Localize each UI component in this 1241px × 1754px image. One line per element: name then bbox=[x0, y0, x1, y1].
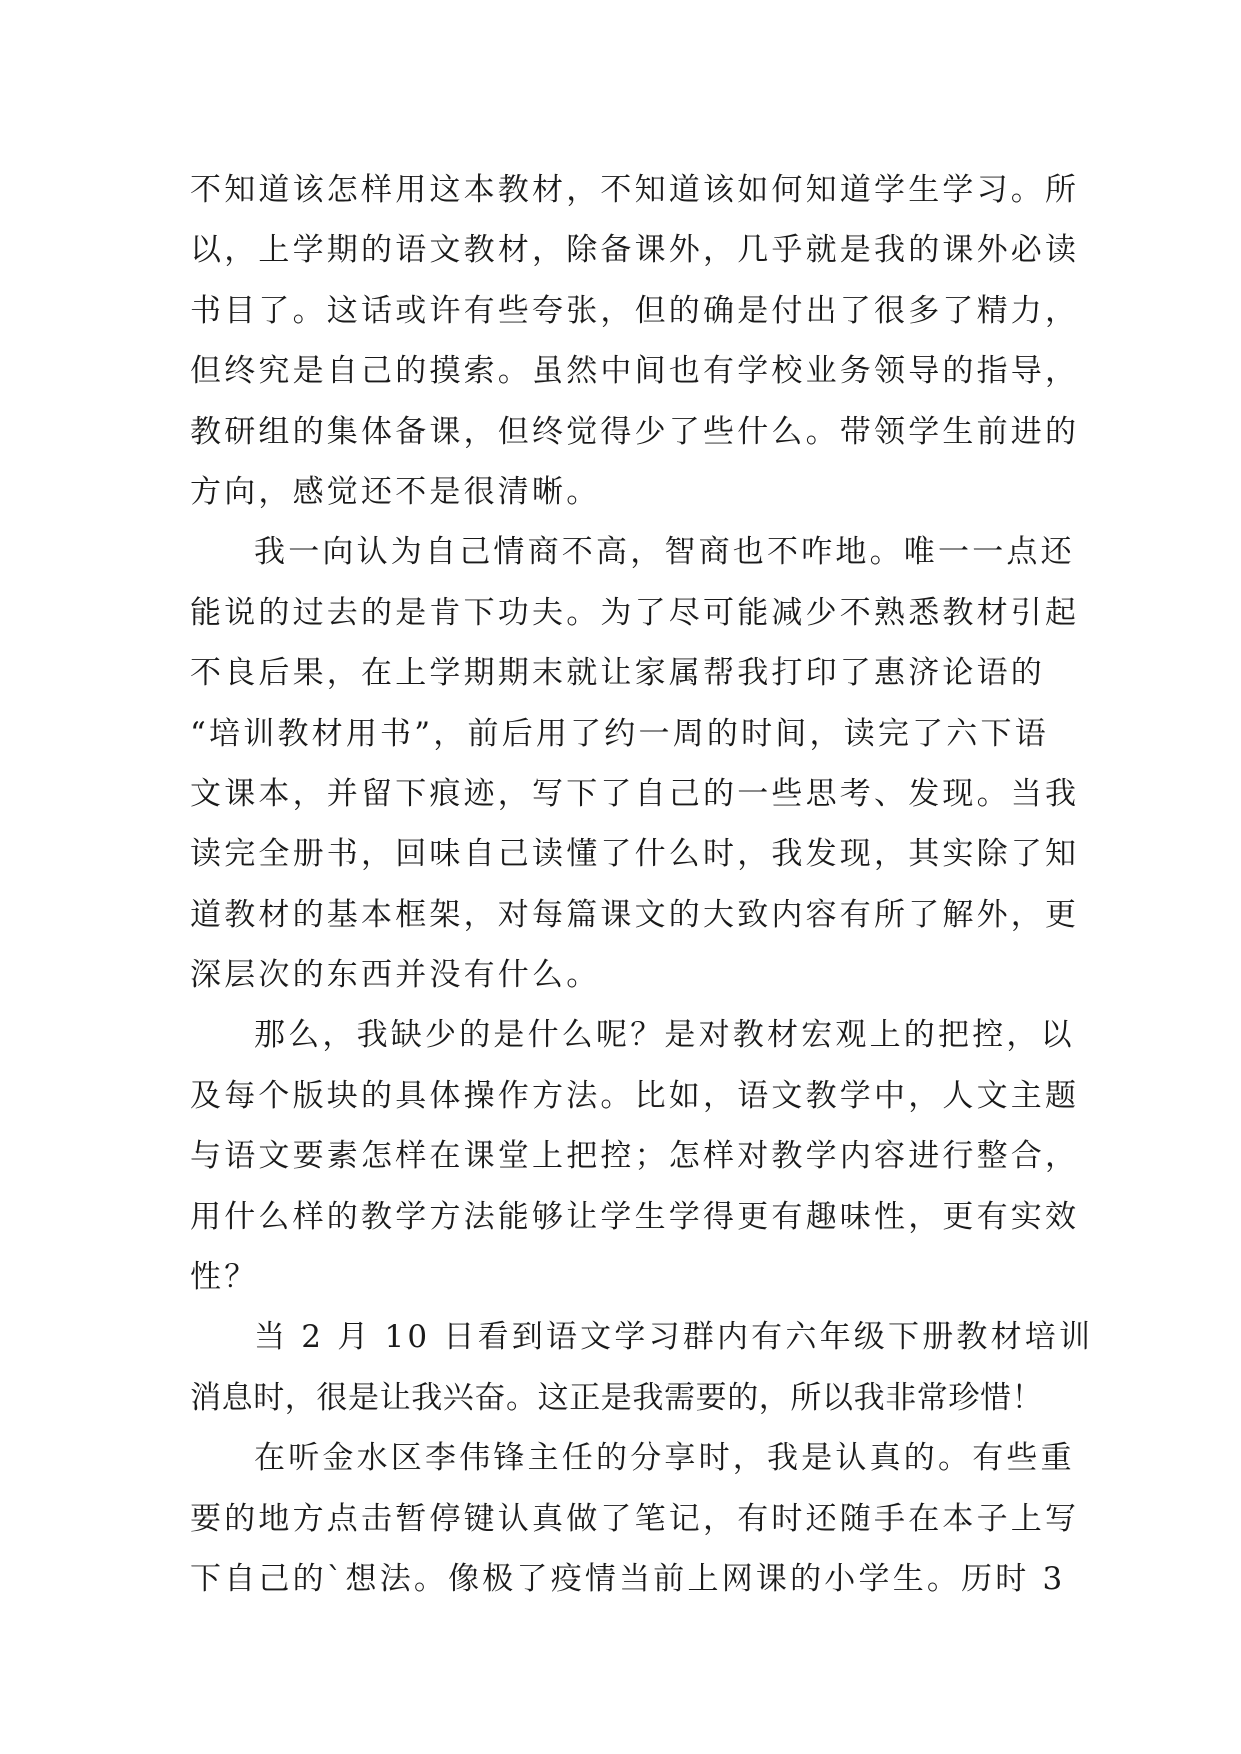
text-line: 不良后果，在上学期期末就让家属帮我打印了惠济论语的 bbox=[190, 655, 1045, 692]
text-line: 与语文要素怎样在课堂上把控；怎样对教学内容进行整合， bbox=[190, 1138, 1080, 1175]
text-line: 读完全册书，回味自己读懂了什么时，我发现，其实除了知 bbox=[190, 836, 1080, 873]
text-line: 用什么样的教学方法能够让学生学得更有趣味性，更有实效 bbox=[190, 1198, 1080, 1235]
text-line: 那么，我缺少的是什么呢？是对教材宏观上的把控，以 bbox=[254, 1017, 1075, 1054]
text-line: 下自己的`想法。像极了疫情当前上网课的小学生。历时 3 bbox=[190, 1560, 1066, 1597]
text-line: 方向，感觉还不是很清晰。 bbox=[190, 473, 601, 510]
text-line: 我一向认为自己情商不高，智商也不咋地。唯一一点还 bbox=[254, 534, 1075, 571]
text-line: 在听金水区李伟锋主任的分享时，我是认真的。有些重 bbox=[254, 1440, 1075, 1477]
text-line: 教研组的集体备课，但终觉得少了些什么。带领学生前进的 bbox=[190, 413, 1080, 450]
text-line: 及每个版块的具体操作方法。比如，语文教学中，人文主题 bbox=[190, 1077, 1080, 1114]
text-line: 当 2 月 10 日看到语文学习群内有六年级下册教材培训 bbox=[254, 1319, 1094, 1356]
text-line: 但终究是自己的摸索。虽然中间也有学校业务领导的指导， bbox=[190, 353, 1080, 390]
text-line: 性？ bbox=[190, 1259, 259, 1296]
text-line: 书目了。这话或许有些夸张，但的确是付出了很多了精力， bbox=[190, 292, 1080, 329]
text-line: 消息时，很是让我兴奋。这正是我需要的，所以我非常珍惜！ bbox=[190, 1379, 1044, 1416]
text-line: “培训教材用书”，前后用了约一周的时间，读完了六下语 bbox=[190, 715, 1049, 752]
text-line: 能说的过去的是肯下功夫。为了尽可能减少不熟悉教材引起 bbox=[190, 594, 1080, 631]
text-line: 道教材的基本框架，对每篇课文的大致内容有所了解外，更 bbox=[190, 896, 1080, 933]
document-body bbox=[190, 160, 1094, 1609]
text-line: 以，上学期的语文教材，除备课外，几乎就是我的课外必读 bbox=[190, 232, 1080, 269]
text-line: 要的地方点击暂停键认真做了笔记，有时还随手在本子上写 bbox=[190, 1500, 1080, 1537]
text-line: 不知道该怎样用这本教材，不知道该如何知道学生学习。所 bbox=[190, 172, 1080, 208]
text-line: 深层次的东西并没有什么。 bbox=[190, 957, 601, 994]
text-line: 文课本，并留下痕迹，写下了自己的一些思考、发现。当我 bbox=[190, 775, 1080, 812]
